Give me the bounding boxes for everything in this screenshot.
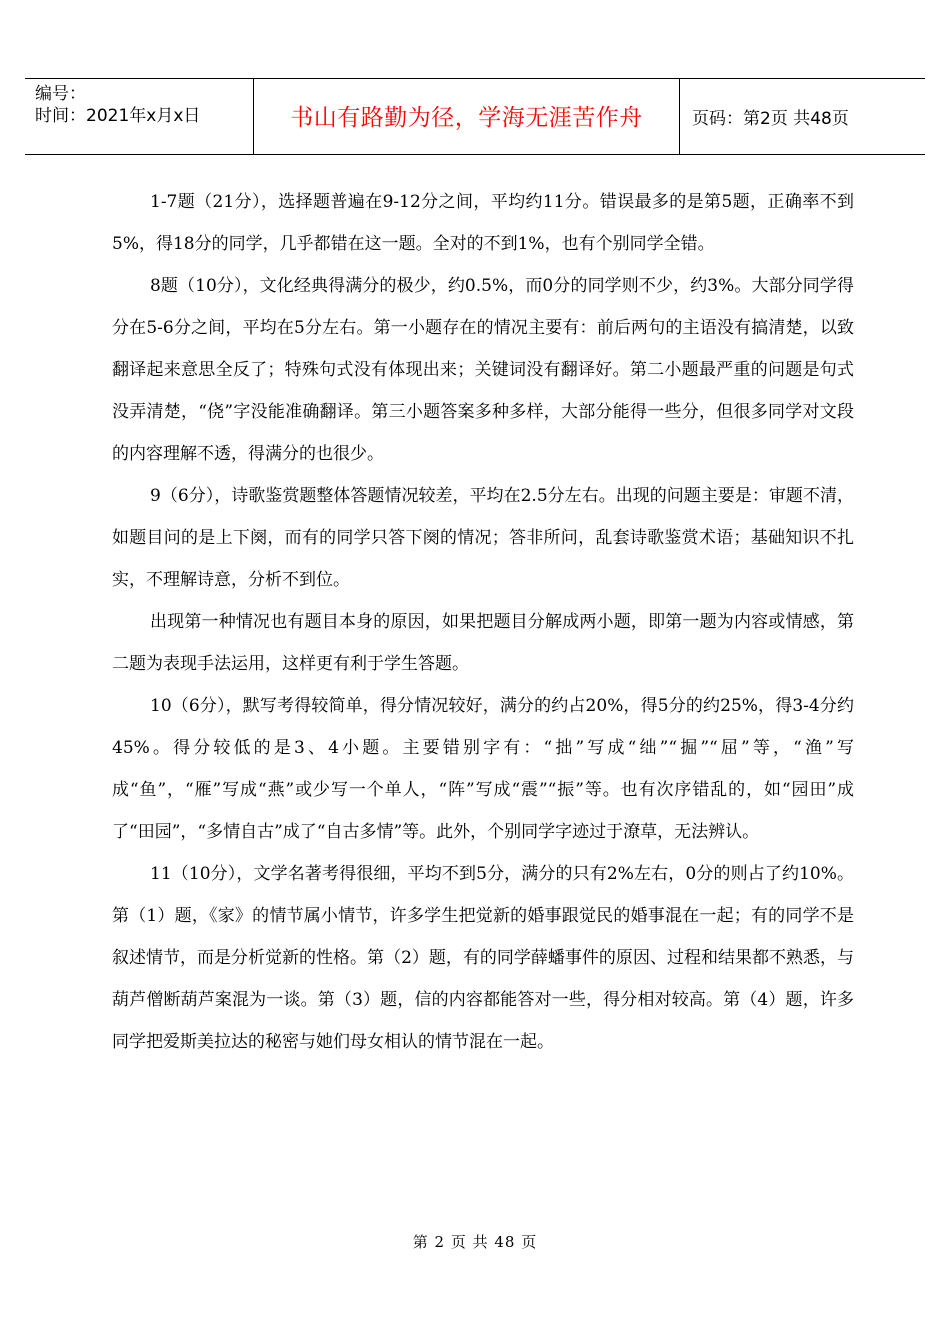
paragraph-q9-note: 出现第一种情况也有题目本身的原因，如果把题目分解成两小题，即第一题为内容或情感，第二题为表现手法运用，这样更有利于学生答题。 (112, 612, 854, 674)
page-footer: 第 2 页 共 48 页 (412, 1233, 538, 1251)
header-motto: 书山有路勤为径，学海无涯苦作舟 (254, 79, 680, 154)
paragraph-q10: 10（6分），默写考得较简单，得分情况较好，满分的约占20%，得5分的约25%，得3-4分约45%。得分较低的是3、4小题。主要错别字有：“拙”写成“绌”“掘”“屈”等，“渔”写成“鱼”，“雁”写成“燕”或少写一个单人，“阵”写成“震”“振”等。也有次序错乱的，如“园田”成了“田园”，“多情自古”成了“自古多情”等。此外，个别同学字迹过于潦草，无法辨认。 (112, 696, 854, 842)
header-meta (25, 79, 254, 154)
paragraph-q11: 11（10分），文学名著考得很细，平均不到5分，满分的只有2%左右，0分的则占了约10%。第（1）题，《家》的情节属小情节，许多学生把觉新的婚事跟觉民的婚事混在一起；有的同学不是叙述情节，而是分析觉新的性格。第（2）题，有的同学薛蟠事件的原因、过程和结果都不熟悉，与葫芦僧断葫芦案混为一谈。第（3）题，信的内容都能答对一些，得分相对较高。第（4）题，许多同学把爱斯美拉达的秘密与她们母女相认的情节混在一起。 (112, 864, 854, 1052)
header-page-info: 页码：第2页 共48页 (692, 109, 849, 129)
number-label: 编号： (35, 84, 86, 104)
page-header (25, 78, 925, 155)
paragraph-q8: 8题（10分），文化经典得满分的极少，约0.5%，而0分的同学则不少，约3%。大部分同学得分在5-6分之间，平均在5分左右。第一小题存在的情况主要有：前后两句的主语没有搞清楚，以致翻译起来意思全反了；特殊句式没有体现出来；关键词没有翻译好。第二小题最严重的问题是句式没弄清楚，“侥”字没能准确翻译。第三小题答案多种多样，大部分能得一些分，但很多同学对文段的内容理解不透，得满分的也很少。 (112, 276, 854, 464)
time-label: 时间：2021年x月x日 (35, 106, 201, 126)
paragraph-q1-7: 1-7题（21分），选择题普遍在9-12分之间，平均约11分。错误最多的是第5题，正确率不到5%，得18分的同学，几乎都错在这一题。全对的不到1%，也有个别同学全错。 (112, 192, 854, 254)
paragraph-q9: 9（6分），诗歌鉴赏题整体答题情况较差，平均在2.5分左右。出现的问题主要是：审题不清，如题目问的是上下阕，而有的同学只答下阕的情况；答非所问，乱套诗歌鉴赏术语；基础知识不扎实，不理解诗意，分析不到位。 (112, 486, 854, 590)
document-body (112, 181, 854, 1063)
